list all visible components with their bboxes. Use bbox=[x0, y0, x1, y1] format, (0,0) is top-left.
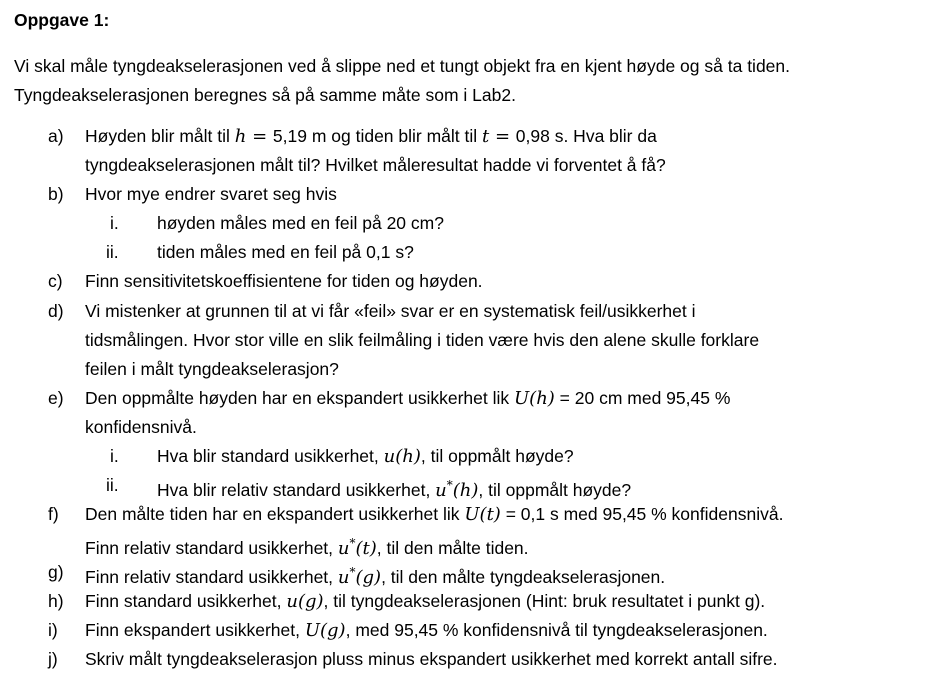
question-e-i-label: i. bbox=[110, 446, 119, 466]
question-f-line-1: Den målte tiden har en ekspandert usikkerhet lik U(t) = 0,1 s med 95,45 % konfidensnivå. bbox=[85, 504, 784, 525]
question-b-i-label: i. bbox=[110, 213, 119, 233]
intro-line-2: Tyngdeakselerasjonen beregnes så på samme måte som i Lab2. bbox=[14, 85, 516, 105]
question-d-line-3: feilen i målt tyngdeakselerasjon? bbox=[85, 359, 339, 379]
question-h-label: h) bbox=[48, 591, 64, 611]
question-c-label: c) bbox=[48, 271, 63, 291]
question-f-line-2: Finn relativ standard usikkerhet, u*(t), til den målte tiden. bbox=[85, 536, 529, 559]
question-a-label: a) bbox=[48, 126, 64, 146]
question-i-label: i) bbox=[48, 620, 58, 640]
math-h: h bbox=[234, 126, 247, 147]
question-b-i-text: høyden måles med en feil på 20 cm? bbox=[157, 213, 444, 233]
question-j-text: Skriv målt tyngdeakselerasjon pluss minus ekspandert usikkerhet med korrekt antall sifre. bbox=[85, 649, 778, 669]
math-t: t bbox=[482, 126, 490, 147]
question-d-label: d) bbox=[48, 301, 64, 321]
question-j-label: j) bbox=[48, 649, 58, 669]
question-f-label: f) bbox=[48, 504, 59, 524]
question-g-label: g) bbox=[48, 562, 64, 582]
question-b-ii-text: tiden måles med en feil på 0,1 s? bbox=[157, 242, 414, 262]
intro-paragraph bbox=[14, 52, 919, 110]
question-e-line-1: Den oppmålte høyden har en ekspandert usikkerhet lik U(h) = 20 cm med 95,45 % bbox=[85, 388, 731, 409]
question-e-line-2: konfidensnivå. bbox=[85, 417, 197, 437]
intro-line-1: Vi skal måle tyngdeakselerasjonen ved å slippe ned et tungt objekt fra en kjent høyde og så ta tiden. bbox=[14, 56, 790, 76]
question-d-line-2: tidsmålingen. Hvor stor ville en slik feilmåling i tiden være hvis den alene skulle forklare bbox=[85, 330, 760, 350]
document-page: Oppgave 1: Vi skal måle tyngdeakselerasjonen ved å slippe ned et tungt objekt fra en kjent høyde og så ta tiden. Tyngdeakselerasjonen beregnes så på samme måte som i Lab2. a) Høyden blir målt til h = 5,19 m og tiden blir målt til t = 0,98 s. Hva blir da tyngdeakselerasjonen målt til? Hvilket måleresultat hadde vi forventet å få? b) Hvor mye endrer svaret seg hvis i. høyden måles med en feil på 20 cm? ii. tiden måles med en feil på 0,1 s? c) Finn sensitivitetskoeffisientene for tiden og høyden. d) Vi mistenker at grunnen til at vi får «feil» svar er en systematisk feil/usikkerhet i tidsmålingen. Hvor stor ville en slik feilmåling i tiden være hvis den alene skulle forklare feilen i målt tyngdeakselerasjon? e) Den oppmålte høyden har en ekspandert usikkerhet lik U(h) = 20 cm med 95,45 % konfidensnivå. i. Hva blir standard usikkerhet, u(h), til oppmålt høyde? ii. Hva blir relativ standard usikkerhet, u*(h), til oppmålt høyde? f) Den målte tiden har en ekspandert usikkerhet lik U(t) = 0,1 s med 95,45 % konfidensnivå. Finn relativ standard usikkerhet, u*(t), til den målte tiden. g) Finn relativ standard usikkerhet, u*(g), til den målte tyngdeakselerasjonen. h) Finn standard usikkerhet, u(g), til tyngdeakselerasjonen (Hint: bruk resultatet i punkt g). i) Finn ekspandert usikkerhet, U(g), med 95,45 % konfidensnivå til tyngdeakselerasjonen. j) Skriv målt tyngdeakselerasjon pluss minus ekspandert usikkerhet med korrekt antall sifre. bbox=[0, 0, 927, 693]
question-b-label: b) bbox=[48, 184, 64, 204]
question-b-ii-label: ii. bbox=[106, 242, 119, 262]
question-b-text: Hvor mye endrer svaret seg hvis bbox=[85, 184, 337, 204]
question-e-label: e) bbox=[48, 388, 64, 408]
question-d-line-1: Vi mistenker at grunnen til at vi får «feil» svar er en systematisk feil/usikkerhet i bbox=[85, 301, 696, 321]
assignment-title: Oppgave 1: bbox=[14, 10, 110, 30]
question-e-ii-label: ii. bbox=[106, 475, 119, 495]
question-c-text: Finn sensitivitetskoeffisientene for tiden og høyden. bbox=[85, 271, 483, 291]
question-a-line-1: Høyden blir målt til h = 5,19 m og tiden blir målt til t = 0,98 s. Hva blir da bbox=[85, 126, 657, 147]
question-a-line-2: tyngdeakselerasjonen målt til? Hvilket måleresultat hadde vi forventet å få? bbox=[85, 155, 666, 175]
